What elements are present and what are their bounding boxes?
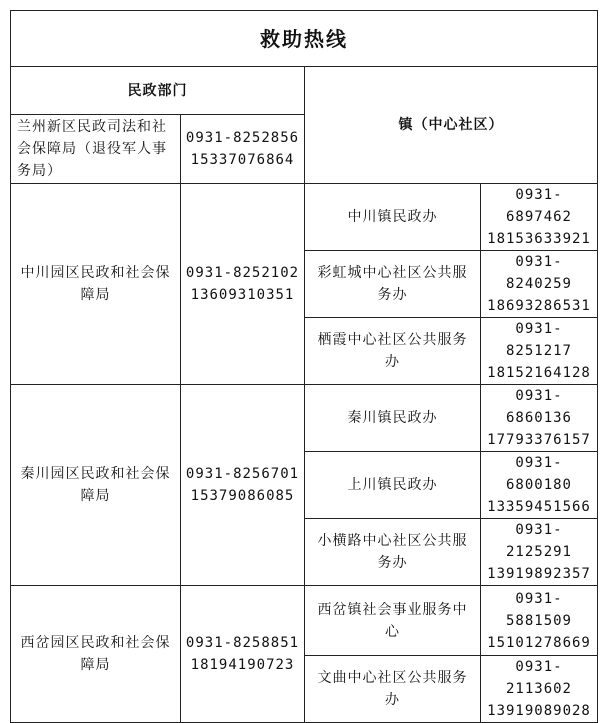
phone-number: 18152164128 (487, 365, 591, 381)
header-civil-affairs: 民政部门 (11, 67, 305, 115)
town-phones (481, 318, 598, 385)
phone-number: 0931-8251217 (505, 321, 572, 359)
table-row (11, 586, 598, 656)
phone-number: 13359451566 (487, 499, 591, 515)
town-phones (481, 656, 598, 723)
phone-number: 18153633921 (487, 231, 591, 247)
hotline-table (10, 10, 598, 723)
town-name: 文曲中心社区公共服务办 (305, 656, 481, 723)
table-row (11, 385, 598, 452)
town-name: 彩虹城中心社区公共服务办 (305, 251, 481, 318)
dept-name: 秦川园区民政和社会保障局 (11, 385, 181, 586)
phone-number: 0931-2125291 (505, 522, 572, 560)
town-phones (481, 251, 598, 318)
phone-number: 13609310351 (190, 287, 295, 303)
phone-number: 0931-5881509 (505, 590, 572, 629)
phone-number: 17793376157 (487, 432, 591, 448)
town-phones (481, 452, 598, 519)
phone-number: 0931-8256701 (185, 466, 300, 482)
phone-number: 0931-6800180 (505, 455, 572, 493)
town-phones (481, 519, 598, 586)
title-row (11, 11, 598, 67)
dept-phones (181, 586, 305, 723)
header-town: 镇（中心社区） (305, 67, 598, 184)
phone-number: 0931-6860136 (505, 388, 572, 426)
phone-number: 0931-6897462 (505, 187, 572, 225)
phone-number: 13919089028 (487, 703, 591, 719)
phone-number: 0931-8258851 (185, 635, 300, 651)
town-name: 栖霞中心社区公共服务办 (305, 318, 481, 385)
phone-number: 0931-8240259 (505, 254, 572, 292)
dept-name: 西岔园区民政和社会保障局 (11, 586, 181, 723)
phone-number: 13919892357 (487, 566, 591, 582)
header-row (11, 67, 598, 115)
table-title: 救助热线 (11, 11, 598, 67)
town-name: 小横路中心社区公共服务办 (305, 519, 481, 586)
phone-number: 15101278669 (487, 634, 591, 651)
town-name: 中川镇民政办 (305, 184, 481, 251)
phone-number: 18693286531 (487, 298, 591, 314)
town-phones (481, 586, 598, 656)
phone-number: 0931-8252856 (185, 130, 300, 146)
top-dept-phones (181, 115, 305, 184)
table-row (11, 184, 598, 251)
phone-number: 18194190723 (190, 657, 295, 673)
town-phones (481, 184, 598, 251)
phone-number: 0931-2113602 (505, 659, 572, 697)
phone-number: 15337076864 (190, 152, 295, 168)
phone-number: 0931-8252102 (185, 265, 300, 281)
town-name: 秦川镇民政办 (305, 385, 481, 452)
town-phones (481, 385, 598, 452)
town-name: 上川镇民政办 (305, 452, 481, 519)
dept-phones (181, 184, 305, 385)
town-name: 西岔镇社会事业服务中心 (305, 586, 481, 656)
dept-phones (181, 385, 305, 586)
phone-number: 15379086085 (190, 488, 295, 504)
top-dept-name: 兰州新区民政司法和社会保障局（退役军人事务局） (11, 115, 181, 184)
dept-name: 中川园区民政和社会保障局 (11, 184, 181, 385)
